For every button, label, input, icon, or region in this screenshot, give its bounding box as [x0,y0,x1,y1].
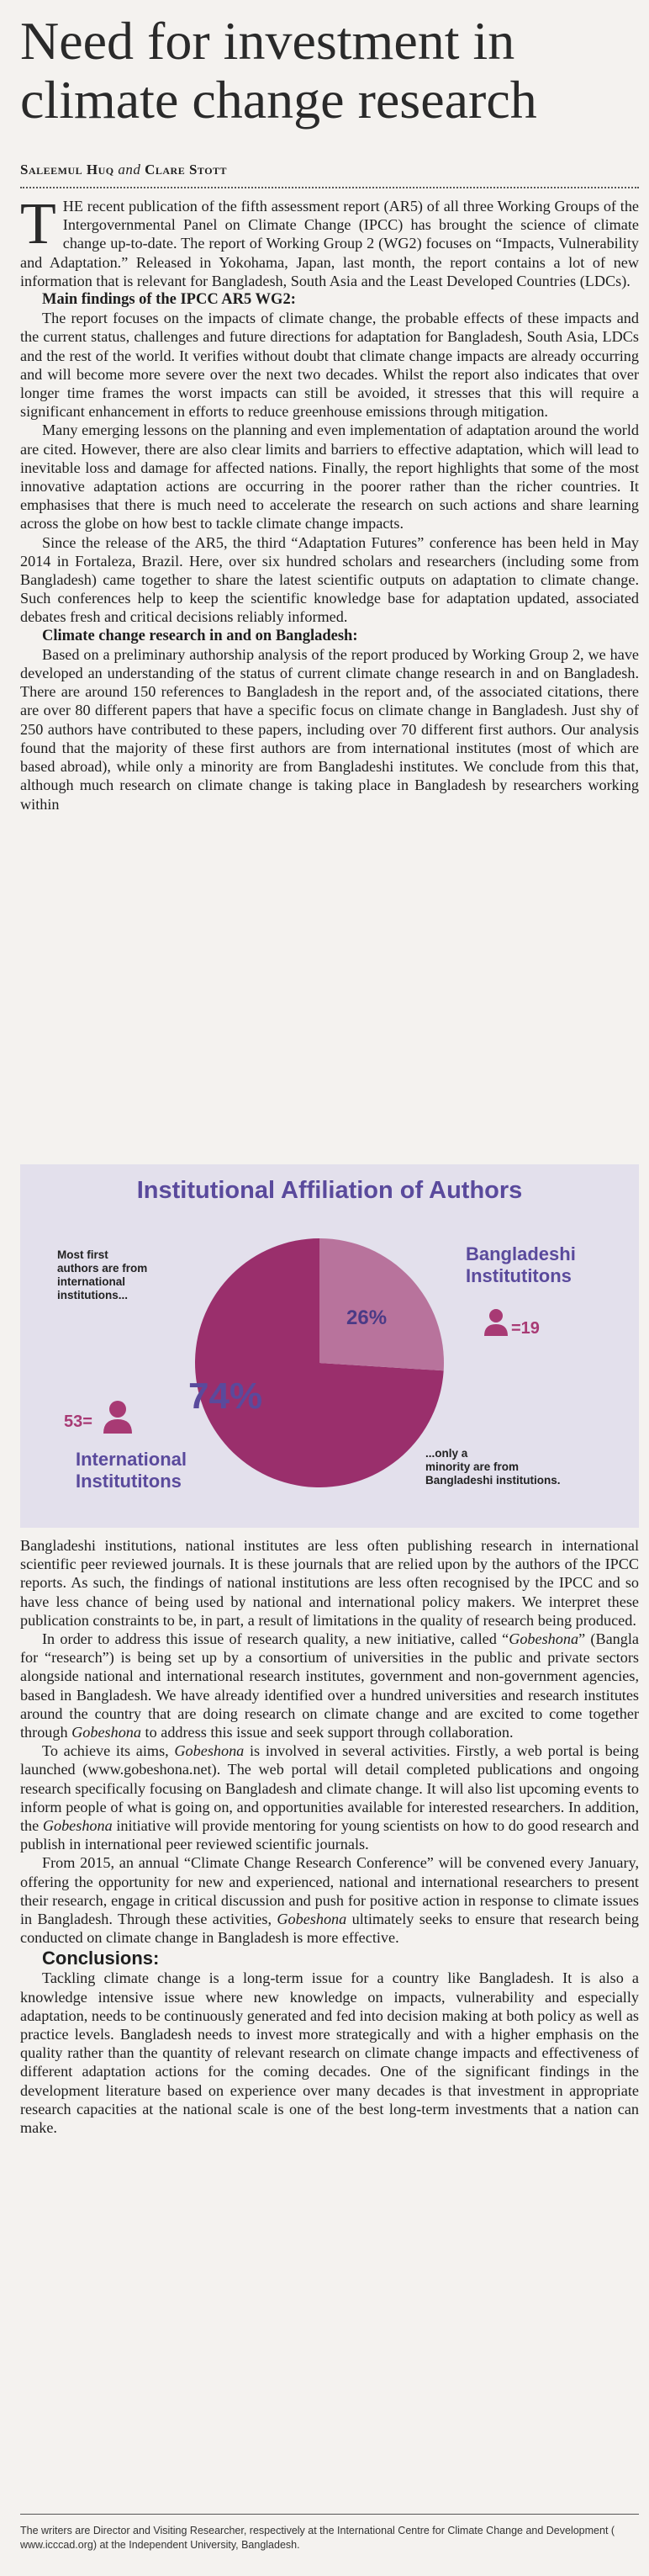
gobeshona-term: Gobeshona [277,1911,347,1928]
footnote: The writers are Director and Visiting Researcher, respectively at the International Centre for Climate Change and Development ( www.icccad.org) at the Independent University, Bangladesh. [20,2525,615,2551]
section2-paragraph: Based on a preliminary authorship analysis of the report produced by Working Group 2, we have developed an understanding of the status of current climate change research in and on Bangladesh. There are around 150 references to Bangladesh in the report and, of the associated citations, there are over 80 different papers that have a specific focus on climate change in Bangladesh. Just shy of 250 authors have contributed to these papers, including over 70 different first authors. Our analysis found that the majority of these first authors are from international institutes (most of which are based abroad), while only a minority are from Bangladeshi institutes. We conclude from this that, although much research on climate change is taking place in Bangladesh by researchers working within [20,645,639,813]
label-international-2: Institutitons [76,1471,182,1492]
annotation-left-1: Most first [57,1248,108,1261]
dropcap: T [20,192,56,257]
p2-text-a: In order to address this issue of research quality, a new initiative, called “ [42,1630,509,1648]
section1-paragraph-1: The report focuses on the impacts of climate change, the probable effects of these impacts and the current status, challenges and future directions for adaptation for Bangladesh, South Asia, LDCs and the rest of the world. It verifies without doubt that climate change impacts are already occurring and will become more severe over the next two decades. Whilst the report also indicates that over longer time frames the worst impacts can still be avoided, it stresses that this will require a significant enhancement in efforts to reduce greenhouse emissions through mitigation. [20,310,639,421]
count-international: 53= [64,1413,92,1431]
annotation-right-3: Bangladeshi institutions. [425,1474,561,1487]
p3-text-a: To achieve its aims, [42,1742,175,1760]
section1-paragraph-2: Many emerging lessons on the planning and even implementation of adaptation around the world are cited. However, there are also clear limits and barriers to effective adaptation, which will lead to inevitable loss and damage for affected nations. Finally, the report highlights that some of the most innovative adaptation actions are occurring in the poorer rather than the richer countries. It emphasises that there is much need to accelerate the research on such actions and share learning across the globe on how best to tackle climate change impacts. [20,421,639,533]
top-dotted-rule [20,187,639,188]
byline-and: and [118,162,141,178]
continuation-paragraph-4 [20,1853,639,1947]
gobeshona-term: Gobeshona [509,1630,579,1648]
article-title: Need for investment in climate change research [20,11,537,130]
label-bangladeshi-2: Institutitons [466,1265,572,1286]
annotation-right-1: ...only a [425,1447,468,1460]
pct-bangladeshi: 26% [346,1307,388,1329]
p2-text-c: to address this issue and seek support through collaboration. [141,1724,514,1741]
article-body-bottom [20,1536,639,2137]
author-2: Clare Stott [145,162,228,178]
p4-text-b: ultimately seeks to ensure that research being conducted on climate change in Bangladesh is more effective. [20,1911,639,1947]
p3-text-c: initiative will provide mentoring for young scientists on how to do good research and publish in international peer reviewed scientific journals. [20,1817,639,1853]
infographic [20,1164,639,1528]
gobeshona-term: Gobeshona [42,1817,113,1835]
author-1: Saleemul Huq [20,162,114,178]
intro-paragraph [20,192,639,290]
count-bangladeshi: =19 [511,1319,540,1338]
intro-lead: HE [62,198,84,215]
pct-international: 74% [188,1375,263,1417]
label-bangladeshi-1: Bangladeshi [466,1243,576,1264]
infographic-svg [20,1164,639,1528]
section-heading-research-bangladesh: Climate change research in and on Bangladesh: [42,627,358,644]
gobeshona-term: Gobeshona [71,1724,141,1741]
label-international-1: International [76,1449,187,1470]
section-heading-conclusions: Conclusions: [42,1948,160,1969]
p2-text-b: ” (Bangla for “research”) is being set up by a consortium of universities in the public and private sectors alongside national and international research institutes, government and non-government agencies, based in Bangladesh. We have already identified over a hundred universities and research institutes around the country that are doing research on climate change and are excited to come together through [20,1630,639,1741]
footnote-rule [20,2514,639,2515]
gobeshona-term: Gobeshona [174,1742,245,1760]
pie-chart [195,1238,444,1487]
infographic-title: Institutional Affiliation of Authors [136,1177,523,1204]
byline [20,162,227,178]
continuation-paragraph-3 [20,1741,639,1853]
conclusions-paragraph: Tackling climate change is a long-term issue for a country like Bangladesh. It is also a knowledge intensive issue where new knowledge on impacts, vulnerability and especially adaptation, needs to be continuously generated and fed into decision making at both policy as well as practice levels. Bangladesh needs to invest more strategically and with a higher emphasis on the quality rather than the quantity of relevant research on climate change impacts and effectiveness of different adaptation actions for the coming decades. One of the significant findings in the development literature based on experience over many decades is that investment in appropriate research capacities at the national scale is one of the best long-term investments that a nation can make. [20,1969,639,2137]
section-heading-main-findings: Main findings of the IPCC AR5 WG2: [42,291,296,309]
article-body-top [20,192,639,814]
annotation-left-2: authors are from [57,1262,148,1275]
intro-text: recent publication of the fifth assessment report (AR5) of all three Working Groups of the Intergovernmental Panel on Climate Change (IPCC) has brought the science of climate change up-to-date. The report of Working Group 2 (WG2) focuses on “Impacts, Vulnerability and Adaptation.” Released in Yokohama, Japan, last month, the report contains a lot of new information that is relevant for Bangladesh, South Asia and the Least Developed Countries (LDCs). [20,198,639,289]
annotation-left-3: international [57,1275,126,1288]
p4-text-a: From 2015, an annual “Climate Change Research Conference” will be convened every January, offering the opportunity for new and experienced, national and international researchers to present their research, engage in critical discussion and push for positive action in response to climate issues in Bangladesh. Through these activities, [20,1854,639,1928]
continuation-paragraph-2 [20,1630,639,1741]
continuation-paragraph-1: Bangladeshi institutions, national institutes are less often publishing research in international scientific peer reviewed journals. It is these journals that are relied upon by the authors of the IPCC reports. As such, the findings of national institutions are less often recognised by the IPCC and so have less chance of being used by national and international policy makers. We interpret these publication constraints to be, in part, a result of limitations in the quality of research being produced. [20,1537,639,1629]
section1-paragraph-3: Since the release of the AR5, the third “Adaptation Futures” conference has been held in May 2014 in Fortaleza, Brazil. Here, over six hundred scholars and researchers (including some from Bangladesh) came together to share the latest scientific outputs on adaptation to climate change. Such conferences help to keep the scientific knowledge base for adaptation updated, associated debates fresh and critical decisions reliably informed. [20,533,639,626]
annotation-left-4: institutions... [57,1289,128,1301]
p3-text-b: is involved in several activities. Firstly, a web portal is being launched (www.gobeshona.net). The web portal will detail completed publications and ongoing research specifically focusing on Bangladesh and climate change. It will also list upcoming events to inform people of what is going on, and opportunities available for interested researchers. In addition, the [20,1742,640,1835]
annotation-right-2: minority are from [425,1460,520,1473]
